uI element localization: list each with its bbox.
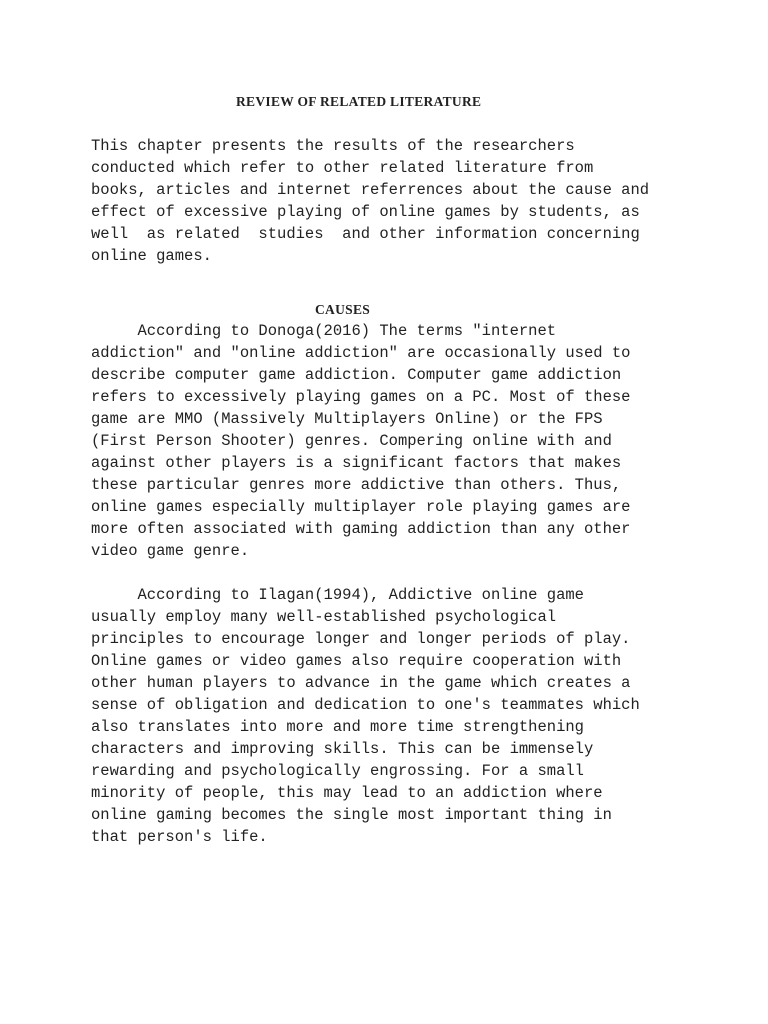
text-line: minority of people, this may lead to an addiction where (91, 784, 603, 802)
text-line: other human players to advance in the game which creates a (91, 674, 631, 692)
text-line: well as related studies and other information concerning (91, 225, 640, 243)
text-line: video game genre. (91, 542, 250, 560)
text-line: more often associated with gaming addiction than any other (91, 520, 631, 538)
text-line: books, articles and internet referrences about the cause and (91, 181, 650, 199)
text-line: refers to excessively playing games on a PC. Most of these (91, 388, 631, 406)
text-line: online games especially multiplayer role playing games are (91, 498, 631, 516)
text-line: online games. (91, 247, 212, 265)
text-line: that person's life. (91, 828, 268, 846)
paragraph-ilagan (91, 584, 640, 848)
text-line: usually employ many well-established psychological (91, 608, 557, 626)
text-line: conducted which refer to other related literature from (91, 159, 594, 177)
intro-paragraph (91, 135, 649, 267)
text-line: effect of excessive playing of online games by students, as (91, 203, 640, 221)
text-line: (First Person Shooter) genres. Compering online with and (91, 432, 612, 450)
text-line: According to Ilagan(1994), Addictive online game (91, 586, 584, 604)
text-line: According to Donoga(2016) The terms "internet (91, 322, 557, 340)
text-line: sense of obligation and dedication to one's teammates which (91, 696, 640, 714)
text-line: This chapter presents the results of the researchers (91, 137, 575, 155)
paragraph-donoga (91, 320, 631, 562)
text-line: game are MMO (Massively Multiplayers Online) or the FPS (91, 410, 603, 428)
text-line: against other players is a significant factors that makes (91, 454, 622, 472)
text-line: online gaming becomes the single most important thing in (91, 806, 612, 824)
page-title: REVIEW OF RELATED LITERATURE (236, 94, 482, 109)
text-line: rewarding and psychologically engrossing. For a small (91, 762, 584, 780)
text-line: characters and improving skills. This can be immensely (91, 740, 594, 758)
text-line: describe computer game addiction. Computer game addiction (91, 366, 622, 384)
text-line: principles to encourage longer and longer periods of play. (91, 630, 631, 648)
text-line: these particular genres more addictive than others. Thus, (91, 476, 622, 494)
text-line: addiction" and "online addiction" are occasionally used to (91, 344, 631, 362)
text-line: Online games or video games also require cooperation with (91, 652, 622, 670)
section-heading: CAUSES (315, 302, 371, 317)
text-line: also translates into more and more time strengthening (91, 718, 584, 736)
